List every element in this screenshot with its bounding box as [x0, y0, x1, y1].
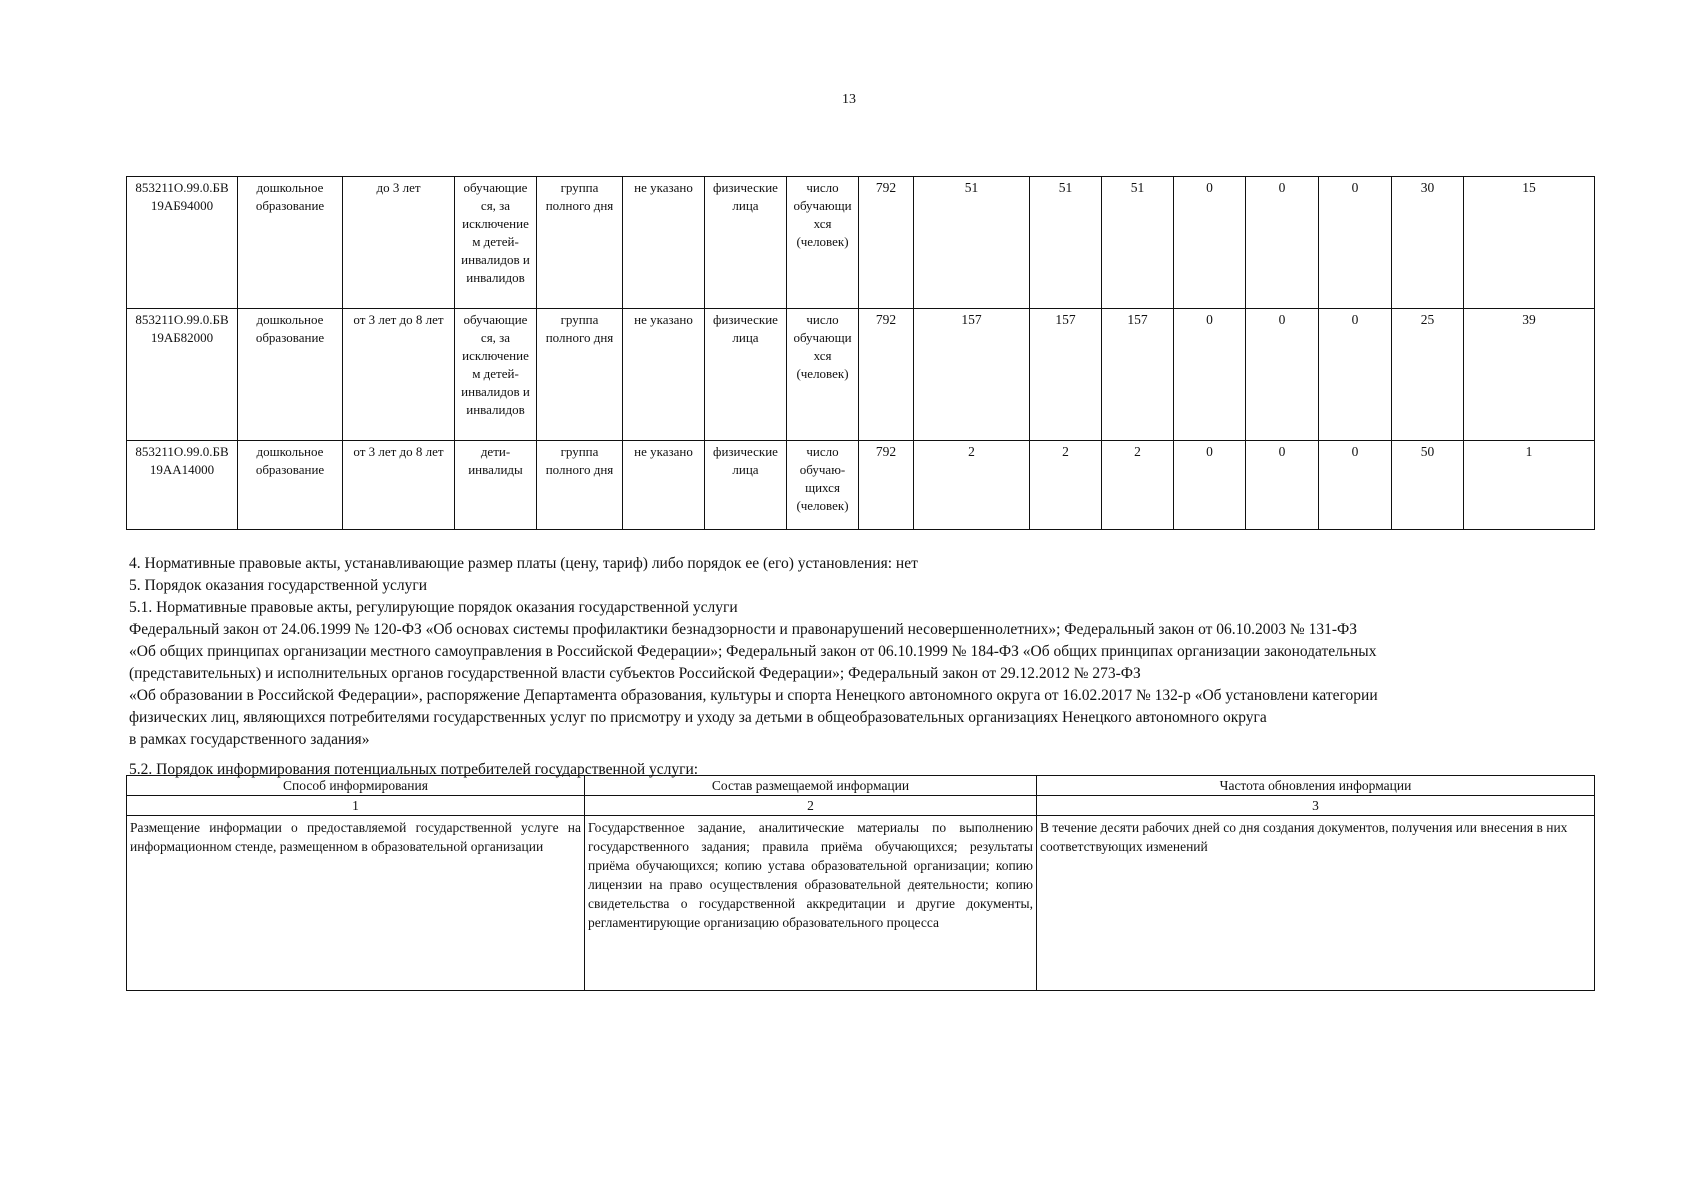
value-cell: 0 — [1174, 441, 1246, 530]
registry-code: 853211О.99.0.БВ 19АА14000 — [127, 441, 238, 530]
indicator-name: число обучаю-щихся (человек) — [787, 441, 859, 530]
value-cell: 15 — [1464, 177, 1595, 309]
value-cell: 157 — [1102, 309, 1174, 441]
value-cell: 39 — [1464, 309, 1595, 441]
column-header: Состав размещаемой информации — [585, 776, 1037, 796]
stay-mode: группа полного дня — [537, 177, 623, 309]
okei-code: 792 — [859, 309, 914, 441]
value-cell: 0 — [1246, 177, 1319, 309]
age-group: до 3 лет — [343, 177, 455, 309]
value-cell: 51 — [914, 177, 1030, 309]
table-row — [127, 177, 1595, 309]
column-index: 3 — [1037, 796, 1595, 816]
service-name: дошкольное образование — [238, 441, 343, 530]
value-cell: 0 — [1246, 309, 1319, 441]
value-cell: 50 — [1392, 441, 1464, 530]
value-cell: 2 — [1102, 441, 1174, 530]
service-volume-table — [126, 176, 1595, 530]
value-cell: 2 — [1030, 441, 1102, 530]
value-cell: 0 — [1319, 309, 1392, 441]
value-cell: 0 — [1319, 177, 1392, 309]
column-header: Частота обновления информации — [1037, 776, 1595, 796]
law-text-line: «Об общих принципах организации местного самоуправления в Российской Федерации»; Федеральный закон от 06.10.1999 № 184-ФЗ «Об общих принципах организации законодательных — [129, 643, 1377, 660]
column-index-row — [127, 796, 1595, 816]
service-order-heading: 5. Порядок оказания государственной услуги — [129, 577, 427, 594]
consumer-category: обучающие ся, за исключение м детей-инвалидов и инвалидов — [455, 177, 537, 309]
value-cell: 0 — [1246, 441, 1319, 530]
value-cell: 0 — [1174, 177, 1246, 309]
service-order-section — [129, 553, 1599, 781]
table-header-row — [127, 776, 1595, 796]
informing-method: Размещение информации о предоставляемой государственной услуге на информационном стенде, размещенном в образовательной организации — [127, 816, 585, 991]
page-number: 13 — [842, 92, 856, 107]
table-row — [127, 816, 1595, 991]
okei-code: 792 — [859, 441, 914, 530]
value-cell: 0 — [1319, 441, 1392, 530]
stay-mode: группа полного дня — [537, 309, 623, 441]
consumer-category: обучающие ся, за исключение м детей-инвалидов и инвалидов — [455, 309, 537, 441]
informing-heading: 5.2. Порядок информирования потенциальных потребителей государственной услуги: — [129, 761, 699, 778]
update-frequency: В течение десяти рабочих дней со дня создания документов, получения или внесения в них соответствующих изменений — [1037, 816, 1595, 991]
value-cell: 0 — [1174, 309, 1246, 441]
age-group: от 3 лет до 8 лет — [343, 441, 455, 530]
column-header: Способ информирования — [127, 776, 585, 796]
value-cell: 30 — [1392, 177, 1464, 309]
value-cell: 2 — [914, 441, 1030, 530]
fee-acts-paragraph: 4. Нормативные правовые акты, устанавливающие размер платы (цену, тариф) либо порядок ее (его) установления: нет — [129, 555, 918, 572]
okei-code: 792 — [859, 177, 914, 309]
registry-code: 853211О.99.0.БВ 19АБ82000 — [127, 309, 238, 441]
age-group: от 3 лет до 8 лет — [343, 309, 455, 441]
law-text-line: в рамках государственного задания» — [129, 731, 370, 748]
consumers: физические лица — [705, 309, 787, 441]
consumers: физические лица — [705, 441, 787, 530]
value-cell: 51 — [1102, 177, 1174, 309]
service-name: дошкольное образование — [238, 309, 343, 441]
consumer-category: дети-инвалиды — [455, 441, 537, 530]
stay-mode: группа полного дня — [537, 441, 623, 530]
law-text-line: «Об образовании в Российской Федерации», распоряжение Департамента образования, культуры и спорта Ненецкого автономного округа от 16.02.2017 № 132-р «Об установлени категории — [129, 687, 1378, 704]
service-name: дошкольное образование — [238, 177, 343, 309]
column-index: 2 — [585, 796, 1037, 816]
informing-table — [126, 775, 1595, 991]
value-cell: 1 — [1464, 441, 1595, 530]
consumers: физические лица — [705, 177, 787, 309]
law-text-line: физических лиц, являющихся потребителями государственных услуг по присмотру и уходу за детьми в общеобразовательных организациях Ненецкого автономного округа — [129, 709, 1267, 726]
law-text-line: (представительных) и исполнительных органов государственной власти субъектов Российской Федерации»; Федеральный закон от 29.12.2012 № 273-ФЗ — [129, 665, 1141, 682]
value-cell: 157 — [914, 309, 1030, 441]
registry-code: 853211О.99.0.БВ 19АБ94000 — [127, 177, 238, 309]
value-cell: 157 — [1030, 309, 1102, 441]
column-index: 1 — [127, 796, 585, 816]
information-content: Государственное задание, аналитические материалы по выполнению государственного задания; правила приёма обучающихся; результаты приёма обучающихся; копию устава образовательной организации; копию лицензии на право осуществления образовательной деятельности; копию свидетельства о государственной аккредитации и другие документы, регламентирующие организацию образовательного процесса — [585, 816, 1037, 991]
form: не указано — [623, 441, 705, 530]
law-text-line: Федеральный закон от 24.06.1999 № 120-ФЗ «Об основах системы профилактики безнадзорности и правонарушений несовершеннолетних»; Федеральный закон от 06.10.2003 № 131-ФЗ — [129, 621, 1357, 638]
indicator-name: число обучающи хся (человек) — [787, 309, 859, 441]
indicator-name: число обучающи хся (человек) — [787, 177, 859, 309]
regulatory-acts-heading: 5.1. Нормативные правовые акты, регулирующие порядок оказания государственной услуги — [129, 599, 738, 616]
form: не указано — [623, 309, 705, 441]
table-row — [127, 309, 1595, 441]
value-cell: 51 — [1030, 177, 1102, 309]
value-cell: 25 — [1392, 309, 1464, 441]
form: не указано — [623, 177, 705, 309]
table-row — [127, 441, 1595, 530]
